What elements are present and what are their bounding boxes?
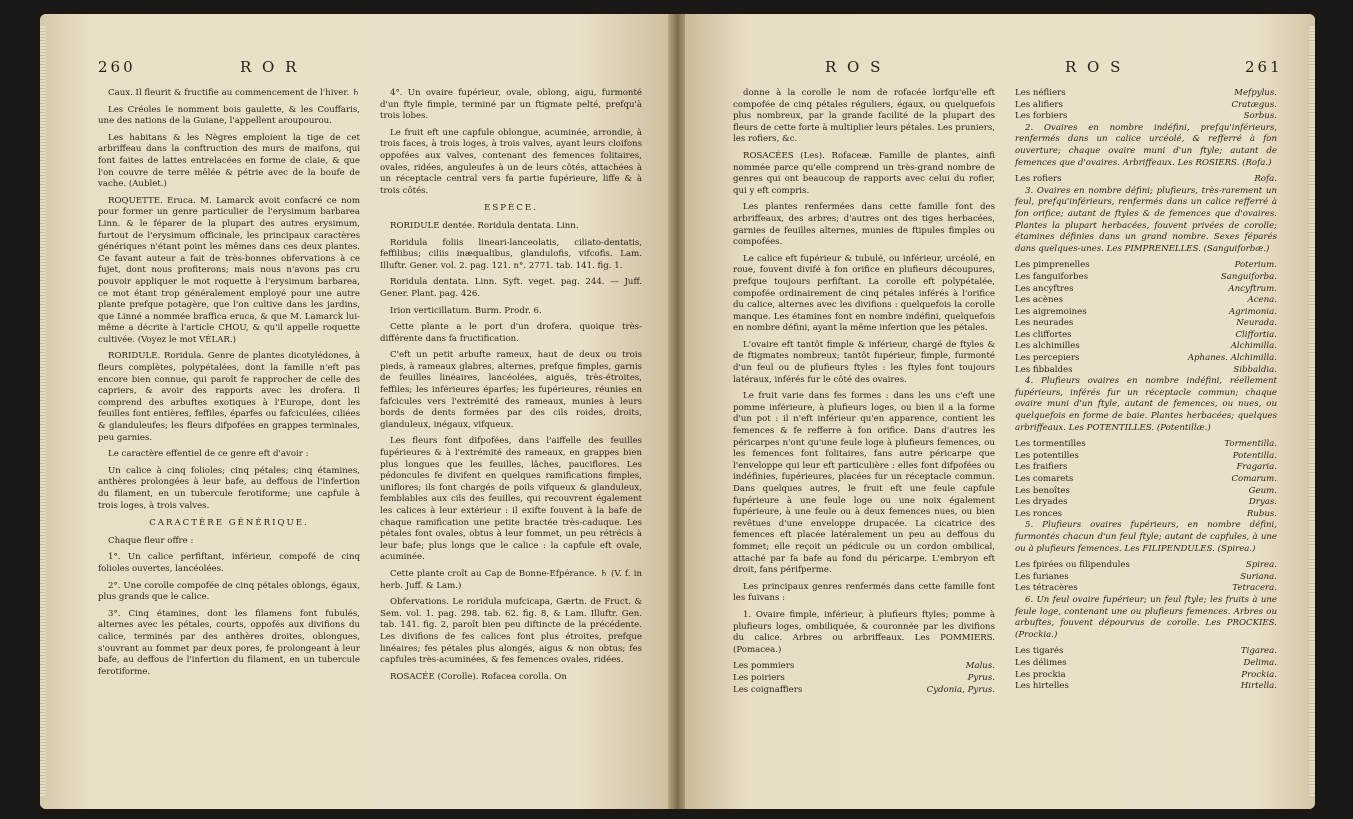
paragraph: ROSACÉES (Les). Rofaceæ. Famille de plantes, ainfi nommée parce qu'elle comprend un très-grand nombre de genres qui ont beaucoup de rapports avec celui du rofier, qui y eft compris. bbox=[733, 150, 995, 196]
genus-french-name: Les tigarés bbox=[1015, 646, 1064, 657]
genus-latin-name: Potentilla. bbox=[1232, 450, 1277, 461]
genus-row bbox=[1015, 111, 1277, 123]
paragraph: Roridula foliis lineari-lanceolatis, ciliato-dentatis, feffilibus; ciliis inæqualibus, glandulofis, vifcofis. Lam. Illuftr. Gener. vol. 2. pag. 121. n°. 2771. tab. 141. fig. 1. bbox=[380, 237, 642, 271]
genus-row bbox=[1015, 658, 1277, 670]
genus-french-name: Les percepiers bbox=[1015, 353, 1080, 364]
group-description: 6. Un feul ovaire fupérieur; un feul ftyle; les fruits à une feule loge, contenant une ou plufieurs femences. Arbres ou arbuftes, fouvent dépourvus de corolle. Les PROCKIES. (Prockia.) bbox=[1015, 594, 1277, 640]
genus-row bbox=[1015, 474, 1277, 486]
genus-french-name: Les hirtelles bbox=[1015, 681, 1069, 692]
genus-latin-name: Rubus. bbox=[1246, 508, 1277, 519]
running-head-left: R O R bbox=[240, 58, 300, 76]
paragraph: donne à la corolle le nom de rofacée lorfqu'elle eft compofée de cinq pétales réguliers, égaux, ou quelquefois plus nombreux, par la grande facilité de la plupart des fleurs de cette forte à multiplier leurs pétales. Les pruniers, les rofiers, &c. bbox=[733, 88, 995, 145]
genus-row bbox=[733, 673, 995, 685]
group-description: 2. Ovaires en nombre indéfini, prefqu'inférieurs, renfermés dans un calice urcéolé, & refferré à fon ouverture; chaque ovaire muni d'un ftyle; autant de femences que d'ovaires. Arbriffeaux. Les ROSIERS. (Rofa.) bbox=[1015, 122, 1277, 168]
genus-latin-name: Hirtella. bbox=[1240, 681, 1277, 692]
genus-row bbox=[1015, 583, 1277, 595]
page-number-left: 260 bbox=[98, 58, 136, 76]
paragraph: ROSACÉE (Corolle). Rofacea corolla. On bbox=[390, 671, 567, 682]
genus-latin-name: Sibbaldia. bbox=[1233, 364, 1277, 375]
book-spread bbox=[40, 14, 1315, 809]
genus-latin-name: Spirea. bbox=[1245, 560, 1277, 571]
genus-row bbox=[733, 685, 995, 697]
genus-latin-name: Cydonia, Pyrus. bbox=[926, 684, 995, 695]
genus-french-name: Les fibbaldes bbox=[1015, 364, 1073, 375]
right-column-2 bbox=[1015, 88, 1277, 693]
genus-french-name: Les ronces bbox=[1015, 508, 1063, 519]
genus-row bbox=[1015, 497, 1277, 509]
genus-row bbox=[1015, 318, 1277, 330]
genus-french-name: Les ancyftres bbox=[1015, 283, 1074, 294]
genus-french-name: Les acènes bbox=[1015, 295, 1063, 306]
genus-latin-name: Sorbus. bbox=[1243, 111, 1277, 122]
genus-french-name: Les coignaffiers bbox=[733, 684, 803, 695]
genus-row bbox=[1015, 646, 1277, 658]
genus-french-name: Les potentilles bbox=[1015, 450, 1079, 461]
genus-latin-name: Pyrus. bbox=[967, 672, 995, 683]
paragraph: Les fleurs font difpofées, dans l'aiffelle des feuilles fupérieures & à l'extrémité des rameaux, en grappes bien plus longues que les feuilles, lâches, pauciflores. Les pédoncules fe divifent en quelques ramifications fimples, uniflores; ils font chargés de poils vifqueux & glanduleux, femblables aux cils des feuilles, qui recouvrent également les calices à leur extérieur : il exifte fouvent à la bafe de chaque ramification une petite bractée très-caduque. Les pétales font ovales, obtus à leur fommet, un peu rétrécis à leur bafe; plus longs que le calice : la capfule eft ovale, acuminée. bbox=[380, 436, 642, 563]
paragraph: ROQUETTE. Eruca. M. Lamarck avoit confacré ce nom pour former un genre particulier de l'erysimum barbarea Linn. & le féparer de la plupart des autres erysimum, furtout de l'erysimum officinale, les principaux caractères génériques n'étant point les mêmes dans ces deux plantes. Ce favant auteur a fait de très-bonnes obfervations à ce fujet, dont nous profiterons; mais nous n'avons pas cru pouvoir appliquer le mot roquette à l'erysimum barbarea, ce mot étant trop généralement employé pour une autre plante prefque potagère, que l'on cultive dans les jardins, que Linné a nommée braffica eruca, & que M. Lamarck lui-même a décrite à l'article CHOU, & qu'il appelle roquette cultivée. (Voyez le mot VÉLAR.) bbox=[98, 195, 360, 345]
paragraph: 4°. Un ovaire fupérieur, ovale, oblong, aigu, furmonté d'un ftyle fimple, terminé par un ftigmate pelté, prefqu'à trois lobes. bbox=[380, 88, 642, 122]
group-description: 3. Ovaires en nombre défini; plufieurs, très-rarement un feul, prefqu'inférieurs, renfermés dans un calice refferré à fon orifice; autant de ftyles & de femences que d'ovaires. Plantes la plupart herbacées, fouvent privées de corolle; étamines définies dans un grand nombre. Sexes féparés dans quelques-unes. Les PIMPRENELLES. (Sanguiforbæ.) bbox=[1015, 185, 1277, 254]
paragraph: 1°. Un calice perfiftant, inférieur, compofé de cinq folioles ouvertes, lancéolées. bbox=[98, 552, 360, 574]
genus-latin-name: Cliffortia. bbox=[1235, 329, 1277, 340]
genus-french-name: Les pommiers bbox=[733, 661, 795, 672]
genus-french-name: Les rofiers bbox=[1015, 174, 1062, 185]
genus-latin-name: Tigarea. bbox=[1240, 646, 1277, 657]
left-page bbox=[40, 14, 670, 809]
paragraph: Les habitans & les Nègres emploient la tige de cet arbriffeau dans la conftruction des murs de maifons, qui font faites de lattes entrelacées en forme de claie, & que l'on couvre de terre mêlée & pétrie avec de la boufe de vache. (Aublet.) bbox=[98, 132, 360, 190]
paragraph: Irion verticillatum. Burm. Prodr. 6. bbox=[390, 305, 542, 316]
genus-french-name: Les forbiers bbox=[1015, 111, 1068, 122]
genus-latin-name: Mefpylus. bbox=[1234, 88, 1277, 98]
paragraph: Le caractère effentiel de ce genre eft d'avoir : bbox=[108, 449, 309, 460]
genus-latin-name: Alchimilla. bbox=[1230, 341, 1277, 352]
genus-row bbox=[1015, 670, 1277, 682]
page-number-right: 261 bbox=[1245, 58, 1283, 76]
group-description: 5. Plufieurs ovaires fupérieurs, en nombre défini, furmontés chacun d'un feul ftyle; autant de capfules, à une ou à plufieurs femences. Les FILIPENDULES. (Spirea.) bbox=[1015, 520, 1277, 554]
paragraph: Les plantes renfermées dans cette famille font des arbriffeaux, des arbres; d'autres ont des tiges herbacées, garnies de feuilles alternes, munies de ftipules fimples ou compofées. bbox=[733, 202, 995, 248]
genus-row bbox=[1015, 307, 1277, 319]
genus-row bbox=[1015, 260, 1277, 272]
genus-french-name: Les fanguiforbes bbox=[1015, 271, 1089, 282]
group-description: 4. Plufieurs ovaires en nombre indéfini, réellement fupérieurs, inférés fur un réceptacle commun; chaque ovaire muni d'un ftyle, autant de femences, ou nues, ou quelquefois en forme de baie. Plantes herbacées; quelques arbriffeaux. Les POTENTILLES. (Potentillæ.) bbox=[1015, 376, 1277, 433]
genus-row bbox=[1015, 681, 1277, 693]
section-heading: CARACTÈRE GÉNÉRIQUE. bbox=[149, 518, 309, 529]
genus-french-name: Les alchimilles bbox=[1015, 341, 1080, 352]
genus-row bbox=[1015, 451, 1277, 463]
paragraph: Cette plante croît au Cap de Bonne-Efpérance. ♄ (V. f. in herb. Juff. & Lam.) bbox=[380, 568, 642, 591]
genus-row bbox=[1015, 330, 1277, 342]
running-head-right: R O S bbox=[1065, 58, 1124, 76]
paragraph: RORIDULE. Roridula. Genre de plantes dicotylédones, à fleurs complètes, polypétalées, dont la famille n'eft pas encore bien connue, qui paroît fe rapprocher de celle des capriers, & avoir des rapports avec les drofera. Il comprend des arbuftes exotiques à l'Europe, dont les feuilles font entières, feffiles, éparfes ou fafciculées, ciliées & glanduleufes; les fleurs difpofées en grappes terminales, peu garnies. bbox=[98, 351, 360, 443]
right-column-1 bbox=[733, 88, 995, 696]
genus-row bbox=[1015, 572, 1277, 584]
paragraph: Le fruit eft une capfule oblongue, acuminée, arrondie, à trois faces, à trois loges, à trois valves, ayant leurs cloifons oppofées aux valves, contenant des femences folitaires, ovales, ridées, anguleufes à un de leurs côtés, attachées à un réceptacle central vers fa partie fupérieure, liffe & à trois côtés. bbox=[380, 127, 642, 196]
paragraph: Les Créoles le nomment bois gaulette, & les Couffaris, une des nations de la Guiane, l'appellent aroupourou. bbox=[98, 104, 360, 127]
genus-row bbox=[1015, 560, 1277, 572]
genus-row bbox=[733, 661, 995, 673]
genus-latin-name: Tormentilla. bbox=[1224, 439, 1277, 450]
genus-french-name: Les tormentilles bbox=[1015, 439, 1086, 450]
genus-latin-name: Malus. bbox=[965, 661, 995, 672]
genus-french-name: Les néfliers bbox=[1015, 88, 1066, 98]
running-head-center: R O S bbox=[825, 58, 884, 76]
genus-row bbox=[1015, 272, 1277, 284]
paragraph: 2°. Une corolle compofée de cinq pétales oblongs, égaux, plus grands que le calice. bbox=[98, 580, 360, 603]
paragraph: Le fruit varie dans fes formes : dans les uns c'eft une pomme inférieure, à plufieurs loges, ou bien il a la forme d'un pot : il n'eft inférieur qu'en apparence, contient les femences & fe refferre à fon orifice. Dans d'autres les péricarpes n'ont qu'une feule loge à plufieurs femences, ou les femences font folitaires, fans autre péricarpe que l'enveloppe qui leur eft particulière : elles font difpofées ou indéfinies, fupérieures, placées fur un réceptacle commun. Dans quelques autres, le fruit eft une feule capfule fupérieure à une feule loge ou une noix également fupérieure, à une feule ou à deux femences nues, ou bien revêtues d'une enveloppe drupacée. La cicatrice des femences eft placée latéralement un peu au deffous du fommet; elle reçoit un pédicule ou un cordon ombilical, attaché par fa bafe au fond du péricarpe. L'embryon eft droit, fans périfperme. bbox=[733, 391, 995, 576]
genus-french-name: Les fpirées ou filipendules bbox=[1015, 560, 1130, 571]
paragraph: Obfervations. Le roridula mufcicapa, Gærtn. de Fruct. & Sem. vol. 1. pag. 298. tab. 62. fig. 8, & Lam. Illuftr. Gen. tab. 141. fig. 2, paroît bien peu diftincte de la précédente. Les divifions de fes calices font plus étroites, prefque linéaires; fes pétales plus alongés, aigus & non obtus; fes capfules très-acuminées, & fes femences ovales, ridées. bbox=[380, 597, 642, 666]
genus-french-name: Les comarets bbox=[1015, 474, 1074, 484]
genus-row bbox=[1015, 100, 1277, 112]
genus-french-name: Les alifiers bbox=[1015, 99, 1063, 110]
section-heading: ESPÈCE. bbox=[484, 203, 538, 214]
genus-row bbox=[1015, 174, 1277, 186]
genus-latin-name: Rofa. bbox=[1254, 174, 1277, 185]
genus-latin-name: Geum. bbox=[1248, 485, 1277, 496]
genus-latin-name: Poterium. bbox=[1234, 260, 1277, 271]
genus-french-name: Les délimes bbox=[1015, 657, 1067, 668]
genus-latin-name: Fragaria. bbox=[1236, 462, 1277, 473]
genus-french-name: Les prockia bbox=[1015, 669, 1066, 680]
genus-row bbox=[1015, 439, 1277, 451]
paragraph: Chaque fleur offre : bbox=[108, 535, 194, 546]
genus-french-name: Les fraifiers bbox=[1015, 462, 1068, 473]
genus-french-name: Les furianes bbox=[1015, 571, 1069, 582]
paragraph: 3°. Cinq étamines, dont les filamens font fubulés, alternes avec les pétales, courts, oppofés aux divifions du calice, terminés par des anthères droites, oblongues, s'ouvrant au fommet par deux pores, fe prolongeant à leur bafe, au deffous de l'infertion du filament, en un tubercule ferotiforme. bbox=[98, 608, 360, 677]
genus-latin-name: Prockia. bbox=[1241, 669, 1277, 680]
genus-latin-name: Comarum. bbox=[1231, 474, 1277, 484]
paragraph: 1. Ovaire fimple, inférieur, à plufieurs ftyles; pomme à plufieurs loges, ombiliquée, & couronnée par les divifions du calice. Arbres ou arbriffeaux. Les POMMIERS. (Pomacea.) bbox=[733, 609, 995, 655]
genus-row bbox=[1015, 365, 1277, 377]
genus-french-name: Les cliffortes bbox=[1015, 329, 1072, 340]
genus-latin-name: Dryas. bbox=[1248, 497, 1277, 508]
right-page bbox=[685, 14, 1315, 809]
genus-row bbox=[1015, 353, 1277, 365]
genus-french-name: Les dryades bbox=[1015, 497, 1068, 508]
left-column-1 bbox=[98, 88, 360, 683]
genus-row bbox=[1015, 462, 1277, 474]
genus-french-name: Les tétracères bbox=[1015, 583, 1078, 594]
genus-latin-name: Sanguiforba. bbox=[1220, 271, 1277, 282]
genus-row bbox=[1015, 509, 1277, 521]
genus-latin-name: Agrimonia. bbox=[1228, 306, 1277, 317]
genus-latin-name: Acena. bbox=[1247, 295, 1277, 306]
genus-french-name: Les pimprenelles bbox=[1015, 260, 1090, 271]
paragraph: Roridula dentata. Linn. Syft. veget. pag. 244. — Juff. Gener. Plant. pag. 426. bbox=[380, 277, 642, 299]
genus-row bbox=[1015, 486, 1277, 498]
genus-row bbox=[1015, 88, 1277, 100]
paragraph: Caux. Il fleurit & fructifie au commencement de l'hiver. ♄ bbox=[108, 88, 360, 98]
genus-latin-name: Delima. bbox=[1243, 657, 1277, 668]
paragraph: L'ovaire eft tantôt fimple & inférieur, chargé de ftyles & de ftigmates nombreux; tantôt fupérieur, fimple, furmonté d'un feul ou de plufieurs ftyles : les ftyles font toujours latéraux, inférés fur le côté des ovaires. bbox=[733, 339, 995, 385]
genus-french-name: Les poiriers bbox=[733, 672, 785, 683]
paragraph: C'eft un petit arbufte rameux, haut de deux ou trois pieds, à rameaux glabres, alternes, prefque fimples, garnis de feuilles linéaires, lancéolées, aiguës, très-étroites, feffiles; les inférieures éparfes; les fupérieures, réunies en fafcicules vers l'extrémité des rameaux, munies à leurs bords de dents formées par des cils roides, droits, glanduleux, inégaux, vifqueux. bbox=[380, 350, 642, 430]
paragraph: Cette plante a le port d'un drofera, quoique très-différente dans fa fructification. bbox=[380, 322, 642, 344]
genus-french-name: Les benoîtes bbox=[1015, 485, 1070, 496]
genus-row bbox=[1015, 284, 1277, 296]
genus-french-name: Les aigremoines bbox=[1015, 306, 1087, 317]
paragraph: RORIDULE dentée. Roridula dentata. Linn. bbox=[390, 220, 579, 231]
genus-row bbox=[1015, 295, 1277, 307]
genus-latin-name: Suriana. bbox=[1240, 571, 1277, 582]
paragraph: Les principaux genres renfermés dans cette famille font les fuivans : bbox=[733, 581, 995, 604]
page-edges-right bbox=[1309, 26, 1315, 796]
page-edges-left bbox=[40, 26, 46, 796]
genus-french-name: Les neurades bbox=[1015, 318, 1074, 329]
genus-latin-name: Ancyftrum. bbox=[1228, 283, 1277, 294]
paragraph: Un calice à cinq folioles; cinq pétales; cinq étamines, anthères prolongées à leur bafe, au deffous de l'infertion du filament, en un tubercule ferotiforme; une capfule à trois loges, à trois valves. bbox=[98, 465, 360, 511]
genus-latin-name: Neurada. bbox=[1236, 318, 1277, 329]
genus-latin-name: Aphanes. Alchimilla. bbox=[1187, 353, 1277, 364]
paragraph: Le calice eft fupérieur & tubulé, ou inférieur, urcéolé, en roue, fouvent divifé à fon orifice en plufieurs découpures, prefque toujours perfiftant. La corolle eft polypétalée, compofée ordinairement de cinq pétales inférés à l'orifice du calice, alternes avec les divifions : quelquefois la corolle manque. Les étamines font en nombre indéfini, quelquefois en nombre défini, ayant la même infertion que les pétales. bbox=[733, 253, 995, 334]
genus-latin-name: Tetracera. bbox=[1232, 583, 1277, 594]
genus-latin-name: Cratægus. bbox=[1231, 99, 1277, 110]
genus-row bbox=[1015, 341, 1277, 353]
left-column-2 bbox=[380, 88, 642, 688]
